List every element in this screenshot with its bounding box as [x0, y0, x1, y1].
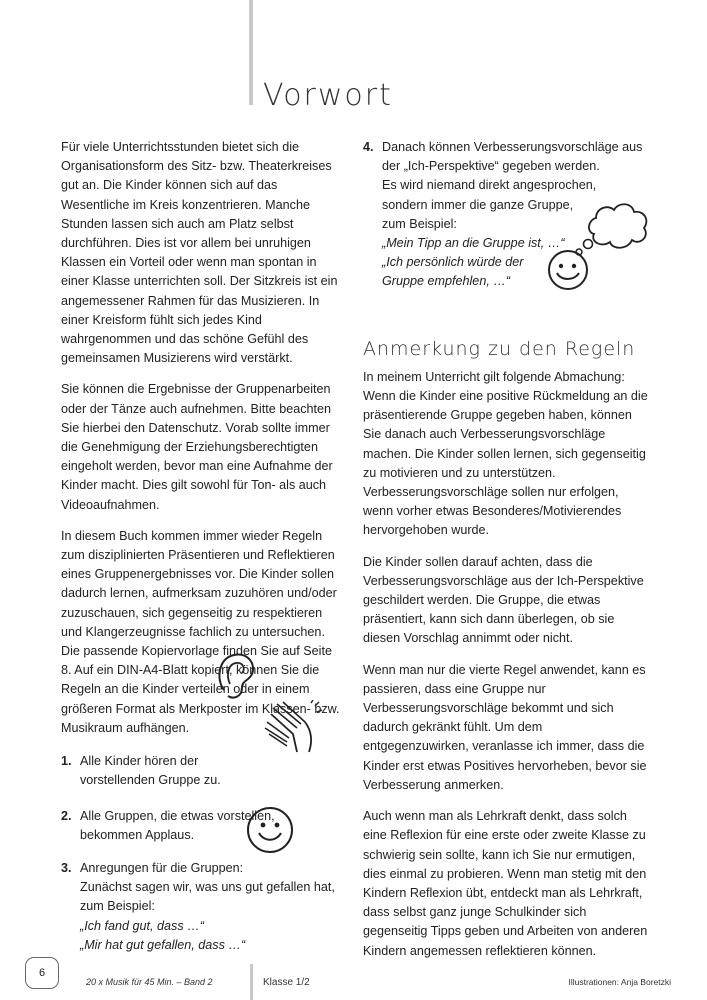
paragraph: Wenn man nur die vierte Regel anwendet, kann es passieren, dass eine Gruppe nur Verbesserungsvorschläge bekommt und sich dadurch gekränkt fühlt. Um dem entgegenzuwirken, veranlasse ich immer, dass die Kinder erst etwas Positives hervorheben, bevor sie Verbesserung anmerken. — [363, 662, 647, 792]
rule-line: bekommen Applaus. — [80, 827, 195, 842]
clapping-hands-icon — [263, 700, 323, 756]
smiley-icon — [546, 247, 590, 293]
ear-icon — [212, 650, 258, 702]
illustration-credits: Illustrationen: Anja Boretzki — [568, 977, 671, 987]
left-column — [61, 138, 341, 965]
rule-line: Es wird niemand direkt angesprochen, — [382, 178, 597, 193]
rule-line: zum Beispiel: — [80, 899, 155, 914]
right-column — [363, 138, 648, 973]
rule-number: 3. — [61, 860, 72, 875]
title-divider — [249, 0, 253, 105]
page-footer — [0, 955, 707, 1000]
paragraph: In meinem Unterricht gilt folgende Abmachung: Wenn die Kinder eine positive Rückmeldung an die präsentierende Gruppe gegeben haben, können Sie danach auch Verbesserungsvorschläge machen. Die Kinder sollen lernen, sich gegenseitig zu motivieren und zu unterstützen. Verbesserungsvorschläge sollen nur erfolgen, wenn vorher etwas Besonderes/Motivierendes hervorgehoben wurde. — [363, 369, 648, 538]
page-title: Vorwort — [263, 78, 393, 113]
example-quote: „Ich fand gut, dass …“ — [80, 918, 204, 933]
rule-line: Danach können Verbesserungsvorschläge aus — [382, 140, 643, 154]
paragraph: Sie können die Ergebnisse der Gruppenarbeiten oder der Tänze auch aufnehmen. Bitte beachten Sie hierbei den Datenschutz. Vorab sollte immer die Genehmigung der Erziehungsberechtigten eingeholt werden, bevor man eine Aufnahme der Kinder macht. Dies gilt sowohl für Ton- als auch Videoaufnahmen. — [61, 382, 333, 512]
rule-line: vorstellenden Gruppe zu. — [80, 773, 221, 788]
example-quote: „Ich persönlich würde der — [382, 255, 524, 270]
example-quote: „Mir hat gut gefallen, dass …“ — [80, 937, 246, 952]
grade-label: Klasse 1/2 — [263, 977, 310, 988]
paragraph: Auch wenn man als Lehrkraft denkt, dass solch eine Reflexion für eine erste oder zweite Klasse zu schwierig sein sollte, kann ich Sie nur ermutigen, dies einmal zu probieren. Wenn man stetig mit den Kindern Reflexion übt, entdeckt man als Lehrkraft, dass selbst ganz junge Schulkinder sich gegenseitig Tipps geben und Arbeiten von anderen Kindern angemessen reflektieren können. — [363, 809, 648, 958]
rule-number: 1. — [61, 754, 72, 769]
example-quote: „Mein Tipp an die Gruppe ist, …“ — [382, 236, 565, 251]
rule-line: sondern immer die ganze Gruppe, — [382, 197, 574, 212]
rule-line: Zunächst sagen wir, was uns gut gefallen hat, — [80, 880, 335, 895]
rule-number: 2. — [61, 808, 72, 823]
section-heading: Anmerkung zu den Regeln — [363, 337, 636, 360]
footer-divider — [250, 964, 253, 1000]
rule-line: der „Ich-Perspektive“ gegeben werden. — [382, 159, 600, 174]
rule-number: 4. — [363, 140, 374, 154]
rule-line: Anregungen für die Gruppen: — [80, 860, 244, 875]
paragraph: In diesem Buch kommen immer wieder Regeln zum disziplinierten Präsentieren und Reflektieren eines Gruppenergebnisses vor. Die Kinder sollen dadurch lernen, aufmerksam zuzuhören und/oder zuzuschauen, sich gegenseitig zu respektieren und Klangerzeugnisse fachlich zu untersuchen. Die passende Kopiervorlage finden Sie auf Seite 8. Auf ein DIN-A4-Blatt kopiert, können Sie die Regeln an die Kinder verteilen oder in einem größeren Format als Merkposter im Klassen- bzw. Musikraum aufhängen. — [61, 528, 340, 735]
rule-item — [61, 807, 341, 845]
rule-line: Alle Gruppen, die etwas vorstellen, — [80, 808, 275, 823]
paragraph: Die Kinder sollen darauf achten, dass die Verbesserungsvorschläge aus der Ich-Perspektive geschildert werden. Die Gruppe, die etwas präsentiert, kann sich dann überlegen, ob sie diesen Vorschlag annimmt oder nicht. — [363, 554, 644, 646]
rule-line: Alle Kinder hören der — [80, 754, 199, 769]
rule-item — [61, 859, 341, 955]
example-quote: Gruppe empfehlen, …“ — [382, 274, 511, 289]
rule-line: zum Beispiel: — [382, 216, 457, 231]
book-title: 20 x Musik für 45 Min. – Band 2 — [86, 977, 213, 987]
rule-item — [61, 752, 341, 790]
paragraph: Für viele Unterrichtsstunden bietet sich die Organisationsform des Sitz- bzw. Theaterkreises gut an. Die Kinder können sich auf das Wesentliche im Kreis konzentrieren. Manche Stunden lassen sich auch am Platz selbst durchführen. Dies ist vor allem bei unruhigen Klassen ein Vorteil oder wenn man spontan in einer Klasse unterrichten soll. Der Sitzkreis ist ein angemessener Rahmen für das Musizieren. In einer Kreisform fühlt sich jedes Kind wahrgenommen und das schöne Gefühl des gemeinsamen Musizierens wird verstärkt. — [61, 140, 338, 366]
smiley-icon — [244, 804, 296, 856]
page-number: 6 — [25, 957, 59, 989]
